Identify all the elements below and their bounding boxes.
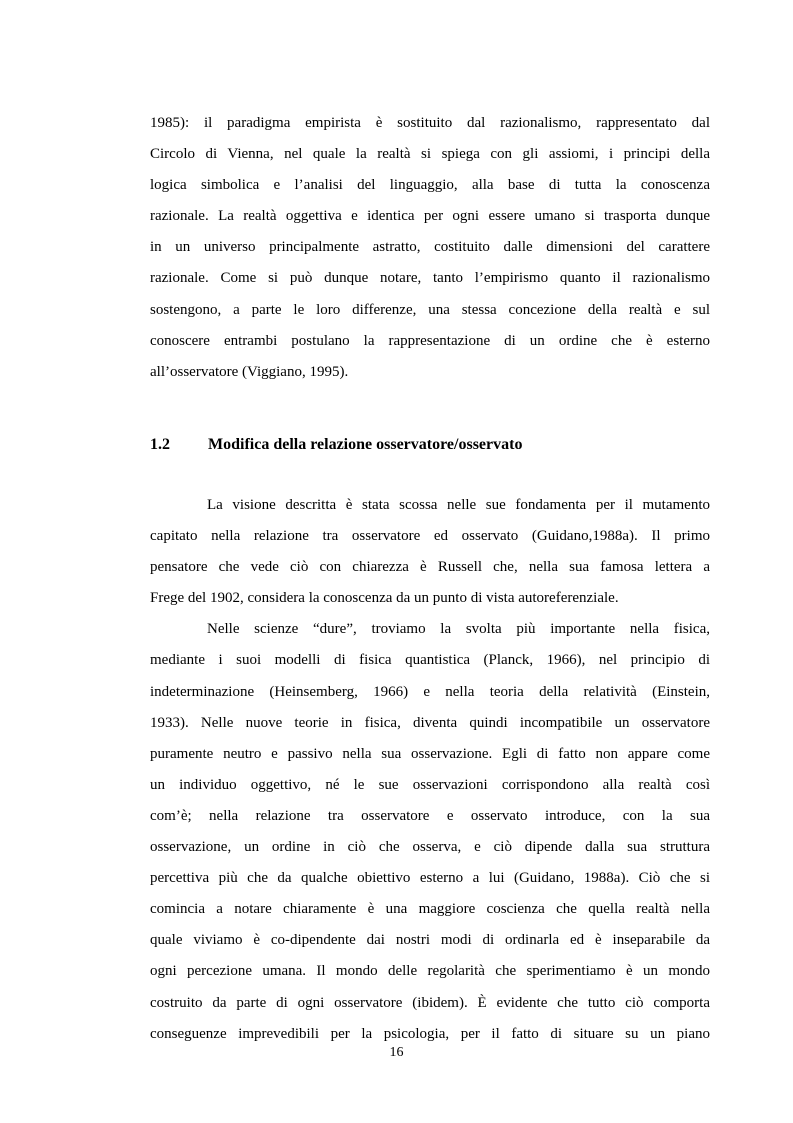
text-line: com’è; nella relazione tra osservatore e osservato introduce, con la sua [150, 807, 710, 824]
text-line: razionale. La realtà oggettiva e identica per ogni essere umano si trasporta dunque [150, 208, 710, 225]
text-line: all’osservatore (Viggiano, 1995). [150, 363, 349, 380]
text-line: logica simbolica e l’analisi del linguaggio, alla base di tutta la conoscenza [150, 177, 710, 194]
text-line: osservazione, un ordine in ciò che osserva, e ciò dipende dalla sua struttura [150, 839, 710, 856]
section-heading [150, 430, 710, 460]
text-line: mediante i suoi modelli di fisica quantistica (Planck, 1966), nel principio di [150, 652, 710, 669]
text-line: comincia a notare chiaramente è una maggiore coscienza che quella realtà nella [150, 901, 710, 918]
text-line: puramente neutro e passivo nella sua osservazione. Egli di fatto non appare come [150, 745, 710, 762]
text-line: ogni percezione umana. Il mondo delle regolarità che sperimentiamo è un mondo [150, 963, 710, 980]
page-number: 16 [389, 1045, 404, 1060]
text-line: in un universo principalmente astratto, costituito dalle dimensioni del carattere [150, 239, 710, 256]
text-line: percettiva più che da qualche obiettivo esterno a lui (Guidano, 1988a). Ciò che si [150, 870, 710, 887]
text-line: razionale. Come si può dunque notare, tanto l’empirismo quanto il razionalismo [150, 270, 710, 287]
text-line: 1933). Nelle nuove teorie in fisica, diventa quindi incompatibile un osservatore [150, 714, 710, 731]
text-line: capitato nella relazione tra osservatore ed osservato (Guidano,1988a). Il primo [150, 528, 710, 545]
section-number: 1.2 [150, 436, 170, 453]
paragraph-empirismo-razionalismo [150, 108, 710, 388]
text-line: Nelle scienze “dure”, troviamo la svolta più importante nella fisica, [207, 621, 710, 638]
paragraph-osservatore-osservato [150, 490, 710, 1050]
text-line: 1985): il paradigma empirista è sostituito dal razionalismo, rappresentato dal [150, 115, 710, 131]
text-line: conseguenze imprevedibili per la psicologia, per il fatto di situare su un piano [150, 1025, 710, 1042]
text-line: Circolo di Vienna, nel quale la realtà si spiega con gli assiomi, i principi della [150, 146, 710, 163]
text-line: pensatore che vede ciò con chiarezza è Russell che, nella sua famosa lettera a [150, 559, 710, 576]
section-title: Modifica della relazione osservatore/osservato [208, 436, 523, 453]
text-line: costruito da parte di ogni osservatore (ibidem). È evidente che tutto ciò comporta [150, 994, 710, 1011]
text-line: La visione descritta è stata scossa nelle sue fondamenta per il mutamento [207, 497, 710, 513]
text-line: indeterminazione (Heinsemberg, 1966) e nella teoria della relatività (Einstein, [150, 683, 710, 700]
text-line: un individuo oggettivo, né le sue osservazioni corrispondono alla realtà così [150, 776, 710, 793]
text-line: quale viviamo è co-dipendente dai nostri modi di ordinarla ed è inseparabile da [150, 932, 710, 949]
text-line: sostengono, a parte le loro differenze, una stessa concezione della realtà e sul [150, 301, 710, 318]
text-line: conoscere entrambi postulano la rappresentazione di un ordine che è esterno [150, 332, 710, 349]
text-line: Frege del 1902, considera la conoscenza da un punto di vista autoreferenziale. [150, 590, 619, 607]
